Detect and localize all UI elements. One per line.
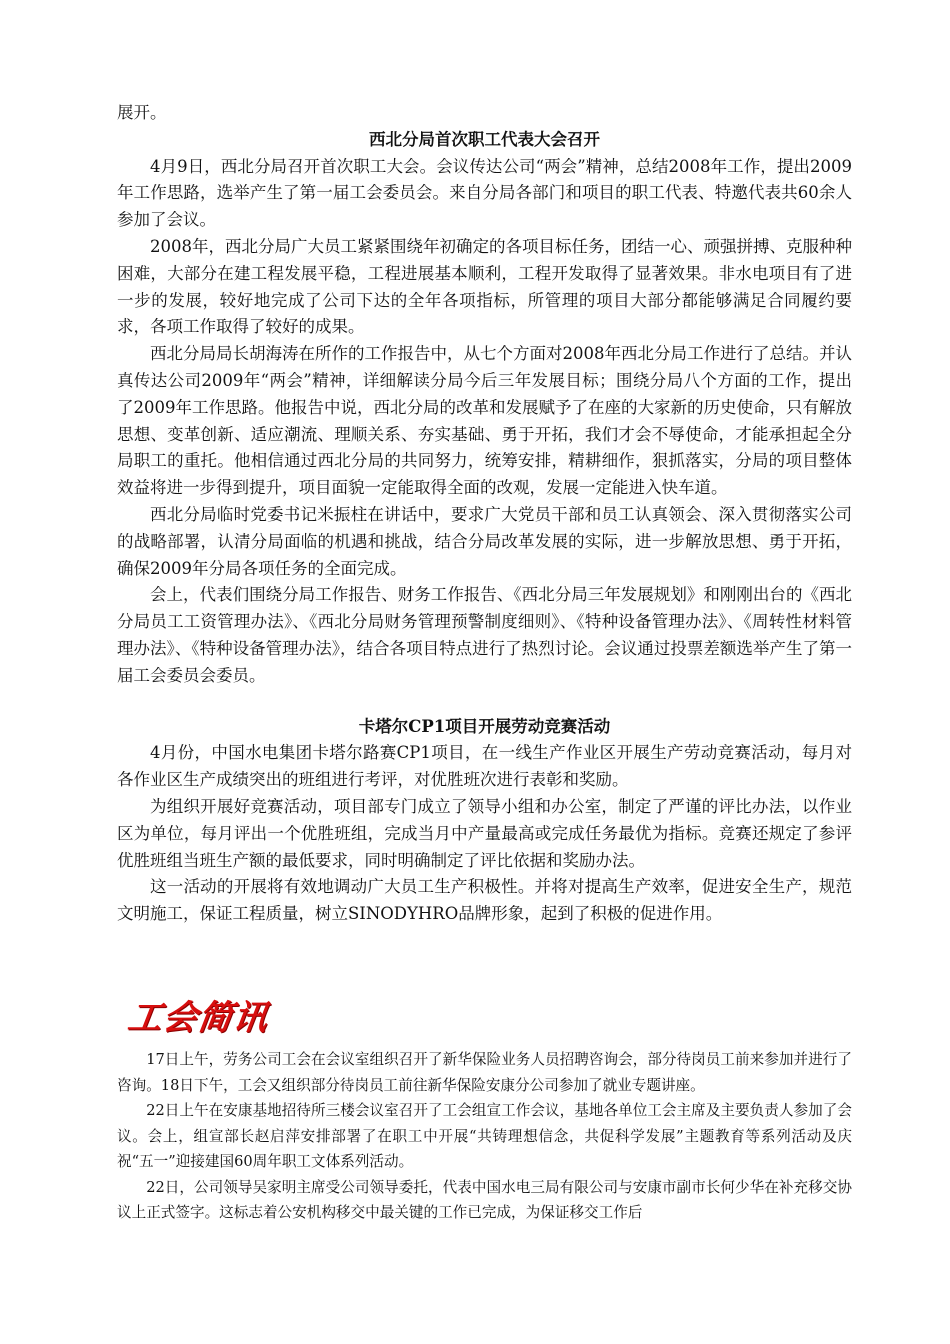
section1-paragraph: 会上，代表们围绕分局工作报告、财务工作报告、《西北分局三年发展规划》和刚刚出台的《西北分局员工工资管理办法》、《西北分局财务管理预警制度细则》、《特种设备管理办法》、《周转性材料管理办法》、《特种设备管理办法》，结合各项目特点进行了热烈讨论。会议通过投票差额选举产生了第一届工会委员会委员。 <box>117 585 852 685</box>
union-brief-logo: 工会简讯 <box>125 998 271 1038</box>
section2-paragraph: 这一活动的开展将有效地调动广大员工生产积极性。并将对提高生产效率，促进安全生产，规范文明施工，保证工程质量，树立SINODYHRO品牌形象，起到了积极的促进作用。 <box>117 877 852 924</box>
section1-paragraph: 西北分局局长胡海涛在所作的工作报告中，从七个方面对2008年西北分局工作进行了总结。并认真传达公司2009年“两会”精神，详细解读分局今后三年发展目标；围绕分局八个方面的工作，提出了2009年工作思路。他报告中说，西北分局的改革和发展赋予了在座的大家新的历史使命，只有解放思想、变革创新、适应潮流、理顺关系、夯实基础、勇于开拓，我们才会不辱使命，才能承担起全分局职工的重托。他相信通过西北分局的共同努力，统筹安排，精耕细作，狠抓落实，分局的项目整体效益将进一步得到提升，项目面貌一定能取得全面的改观，发展一定能进入快车道。 <box>117 344 852 498</box>
section1-title: 西北分局首次职工代表大会召开 <box>369 129 600 149</box>
section-spacer <box>117 690 852 714</box>
section1-paragraph: 4月9日，西北分局召开首次职工大会。会议传达公司“两会”精神，总结2008年工作，提出2009年工作思路，选举产生了第一届工会委员会。来自分局各部门和项目的职工代表、特邀代表共60余人参加了会议。 <box>117 156 852 230</box>
section2-title: 卡塔尔CP1项目开展劳动竞赛活动 <box>358 716 611 736</box>
section2-paragraph: 为组织开展好竞赛活动，项目部专门成立了领导小组和办公室，制定了严谨的评比办法，以作业区为单位，每月评出一个优胜班组，完成当月中产量最高或完成任务最优为指标。竞赛还规定了参评优胜班组当班生产额的最低要求，同时明确制定了评比依据和奖励办法。 <box>117 796 852 870</box>
brief-paragraph: 22日上午在安康基地招待所三楼会议室召开了工会组宣工作会议，基地各单位工会主席及主要负责人参加了会议。会上，组宣部长赵启萍安排部署了在职工中开展“共铸理想信念，共促科学发展”主题教育等系列活动及庆祝“五一”迎接建国60周年职工文体系列活动。 <box>117 1102 852 1170</box>
brief-paragraph: 17日上午，劳务公司工会在会议室组织召开了新华保险业务人员招聘咨询会，部分待岗员工前来参加并进行了咨询。18日下午，工会又组织部分待岗员工前往新华保险安康分公司参加了就业专题讲座。 <box>117 1051 852 1094</box>
section2-paragraph: 4月份，中国水电集团卡塔尔路赛CP1项目，在一线生产作业区开展生产劳动竞赛活动，每月对各作业区生产成绩突出的班组进行考评，对优胜班次进行表彰和奖励。 <box>117 743 852 790</box>
section1-paragraph: 西北分局临时党委书记米振柱在讲话中，要求广大党员干部和员工认真领会、深入贯彻落实公司的战略部署，认清分局面临的机遇和挑战，结合分局改革发展的实际，进一步解放思想、勇于开拓，确保2009年分局各项任务的全面完成。 <box>117 504 852 578</box>
union-brief-column <box>117 1047 852 1226</box>
brief-paragraph: 22日，公司领导吴家明主席受公司领导委托，代表中国水电三局有限公司与安康市副市长何少华在补充移交协议上正式签字。这标志着公安机构移交中最关键的工作已完成，为保证移交工作后 <box>117 1178 852 1221</box>
section1-paragraph: 2008年，西北分局广大员工紧紧围绕年初确定的各项目标任务，团结一心、顽强拼搏、克服种种困难，大部分在建工程发展平稳，工程进展基本顺利，工程开发取得了显著效果。非水电项目有了进一步的发展，较好地完成了公司下达的全年各项指标，所管理的项目大部分都能够满足合同履约要求，各项工作取得了较好的成果。 <box>117 236 852 337</box>
main-article-column <box>117 100 852 928</box>
intro-tail: 展开。 <box>117 103 167 122</box>
